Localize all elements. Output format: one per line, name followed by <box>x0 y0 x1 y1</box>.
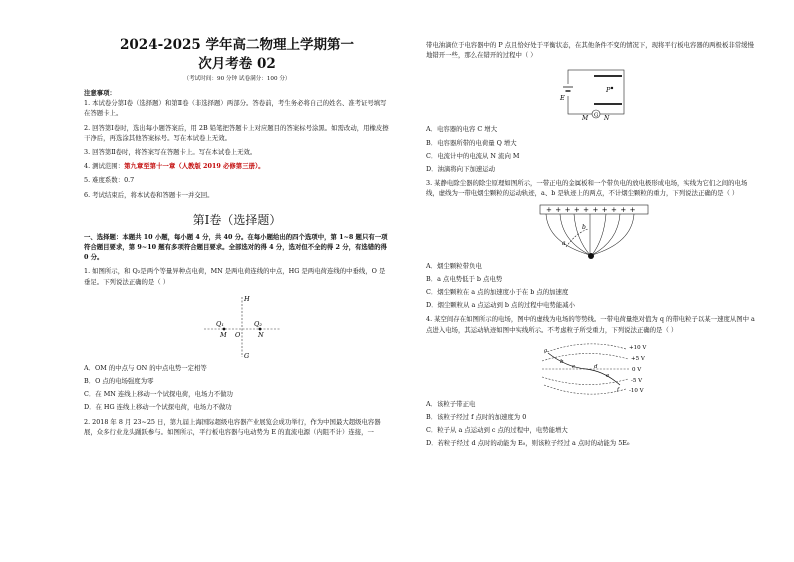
q2-option-a: A．电容器的电容 C 增大 <box>426 125 498 134</box>
q1-label-o: O <box>235 330 241 339</box>
q1-label-n: N <box>258 330 264 339</box>
q3-figure <box>426 203 760 261</box>
notice-3: 3. 回答第Ⅱ卷时，将答案写在答题卡上。写在本试卷上无效。 <box>84 148 257 157</box>
q3-option-c: C．烟尘颗粒在 a 点的加速度小于在 b 点的加速度 <box>426 288 569 297</box>
q1-label-h: H <box>244 294 250 303</box>
notice-5: 5. 难度系数：0.7 <box>84 176 135 185</box>
section-intro: 一、选择题：本题共 10 小题，每小题 4 分，共 40 分。在每小题给出的四个选项中，第 1~8 题只有一项符合题目要求，第 9~10 题有多项符合题目要求。全部选对的得 4 分，选对但不全的得 2 分，有选错的得 0 分。 <box>84 232 388 262</box>
q2-label-n: N <box>604 115 610 123</box>
q2-stem-cont: 带电油滴位于电容器中的 P 点且恰好处于平衡状态，在其他条件不变的情况下，现将平行板电容器的两极板非常缓慢地错开一些，那么在错开的过程中（ ） <box>426 41 754 60</box>
q1-charge-q2 <box>259 327 262 330</box>
q1-label-q1: Q₁ <box>216 319 224 328</box>
q3-stem: 3. 某静电除尘器的除尘原理如图所示，一带正电的金属板和一个带负电的放电极形成电场，实线为它们之间的电场线，虚线为一带电烟尘颗粒的运动轨迹，a、b 是轨迹上的两点，不计烟尘颗粒的重力，下列说法正确的是（ ） <box>426 179 748 198</box>
q4-option-b: B．该粒子经过 f 点时的加速度为 0 <box>426 413 527 422</box>
q2-oil-drop <box>611 87 613 89</box>
q4-label-d: d <box>594 363 598 370</box>
q1-option-d: D．在 HG 连线上移动一个试探电荷，电场力不做功 <box>84 403 232 412</box>
left-column <box>84 0 390 441</box>
notice-4-prefix: 4. 测试范围： <box>84 162 125 171</box>
q4-label-minus10v: -10 V <box>629 387 644 394</box>
q1-label-q2: Q₂ <box>254 319 262 328</box>
q4-option-c: C．粒子从 a 点运动到 c 点的过程中，电势能增大 <box>426 426 568 435</box>
paper-title-line2: 次月考卷 02 <box>198 56 276 72</box>
q1-option-b: B．O 点的电场强度为零 <box>84 377 154 386</box>
q1-option-a: A．OM 的中点与 ON 的中点电势一定相等 <box>84 363 207 372</box>
part-title: 第Ⅰ卷（选择题） <box>192 212 282 227</box>
q4-label-5v: +5 V <box>631 355 645 362</box>
q2-option-d: D．油滴将向下加速运动 <box>426 165 496 174</box>
q4-trajectory <box>548 353 620 385</box>
q4-label-e: e <box>606 372 610 379</box>
q2-label-g: G <box>594 112 599 119</box>
q4-label-10v: +10 V <box>629 344 647 351</box>
q4-stem: 4. 某空间存在如图所示的电场，图中的虚线为电场的等势线。一带电荷量绝对值为 q 的带电粒子以某一速度从图中 a 点进入电场，其运动轨迹如图中实线所示。不考虑粒子所受重力，下列说法正确的是（ ） <box>426 315 755 334</box>
q2-stem: 2. 2018 年 8 月 23~25 日，第九届上海国际超级电容器产业展览会成功举行，作为中国最大超级电容器展，众多行业龙头踊跃参与。如图所示，平行板电容器与电动势为 E 的直流电源（内阻不计）连接，一 <box>84 417 381 436</box>
q4-label-b: b <box>560 358 564 365</box>
q2-option-b: B．电容器所带的电荷量 Q 增大 <box>426 138 517 147</box>
notice-6: 6. 考试结束后，将本试卷和答题卡一并交回。 <box>84 190 214 199</box>
q3-option-d: D．烟尘颗粒从 a 点运动到 b 点的过程中电势能减小 <box>426 301 575 310</box>
q2-option-c: C．电流计中的电流从 N 流向 M <box>426 151 520 160</box>
notice-4-scope: 第九章至第十一章（人教版 2019 必修第三册）。 <box>124 162 265 171</box>
q1-figure <box>84 291 390 363</box>
right-column <box>426 40 760 452</box>
q2-label-p: P <box>606 86 611 95</box>
notice-2: 2. 回答第Ⅰ卷时，选出每小题答案后，用 2B 铅笔把答题卡上对应题目的答案标号涂黑。如需改动，用橡皮擦干净后，再选涂其他答案标号。写在本试卷上无效。 <box>84 123 389 142</box>
q2-label-e: E <box>560 94 565 103</box>
q3-label-a: a <box>562 239 566 247</box>
q2-figure <box>426 64 760 124</box>
q1-option-c: C．在 MN 连线上移动一个试探电荷，电场力不做功 <box>84 390 233 399</box>
q4-option-a: A．该粒子带正电 <box>426 399 476 408</box>
q3-field-lines <box>546 214 634 255</box>
q3-option-a: A．烟尘颗粒带负电 <box>426 261 482 270</box>
notice-1: 1. 本试卷分第Ⅰ卷（选择题）和第Ⅱ卷（非选择题）两部分。答卷前，考生务必将自己的姓名、准考证号填写在答题卡上。 <box>84 99 387 118</box>
q4-label-a: a <box>544 347 548 354</box>
paper-title-line1: 2024-2025 学年高二物理上学期第一 <box>120 37 354 53</box>
q1-label-g: G <box>244 351 250 360</box>
q3-plate-signs: + + + + + + + + + + <box>546 205 637 214</box>
q3-discharge-electrode <box>588 253 594 259</box>
q4-option-d: D．若粒子经过 d 点时的动能为 E₀，则该粒子经过 a 点时的动能为 5E₀ <box>426 439 630 448</box>
q4-figure <box>426 339 760 399</box>
q3-option-b: B．a 点电势低于 b 点电势 <box>426 274 503 283</box>
q1-label-m: M <box>220 330 227 339</box>
q4-label-minus5v: -5 V <box>631 377 643 384</box>
q2-label-m: M <box>582 115 589 123</box>
q4-label-0v: 0 V <box>632 366 642 373</box>
notice-heading: 注意事项： <box>84 89 116 97</box>
q1-stem: 1. 如图所示，和 Q₂是两个等量异种点电荷，MN 是两电荷连线的中点，HG 是两电荷连线的中垂线，O 是垂足。下列说法正确的是（ ） <box>84 267 386 286</box>
exam-info: （考试时间：90 分钟 试卷满分：100 分） <box>183 76 291 82</box>
q3-label-b: b <box>582 223 586 231</box>
q4-label-c: c <box>572 363 576 370</box>
q1-charge-q1 <box>223 327 226 330</box>
q4-label-f: f <box>617 386 620 393</box>
notice-4 <box>84 161 390 171</box>
